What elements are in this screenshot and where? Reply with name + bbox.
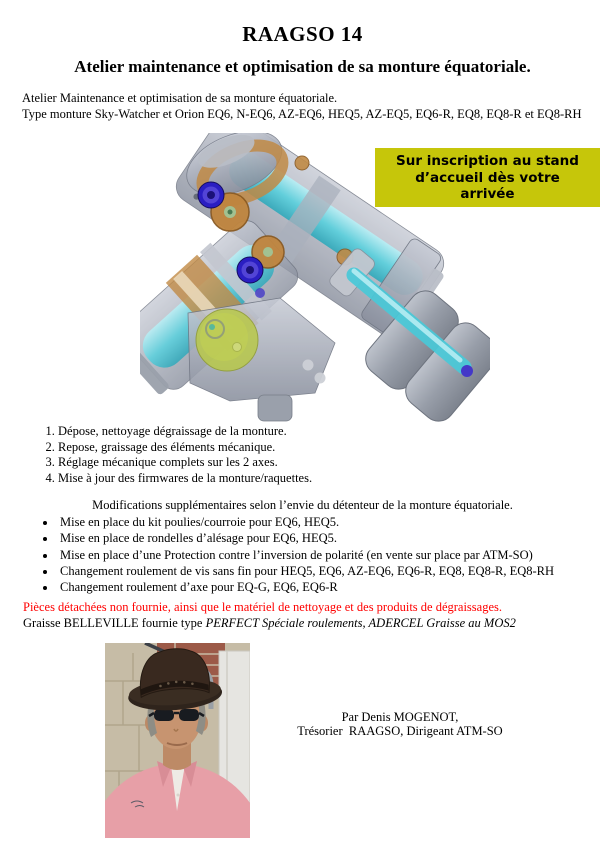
step-item: 3. Réglage mécanique complets sur les 2 axes. xyxy=(58,455,312,471)
modifications-list xyxy=(40,514,554,595)
presenter-photo xyxy=(105,643,250,838)
grease-note xyxy=(23,616,598,631)
page-title: RAAGSO 14 xyxy=(242,22,363,46)
page-subtitle: Atelier maintenance et optimisation de sa monture équatoriale. xyxy=(74,57,531,76)
author-line1: Par Denis MOGENOT, xyxy=(341,710,459,724)
banner-line2: d’accueil dès votre xyxy=(415,169,560,186)
grease-note-normal: Graisse BELLEVILLE fournie type xyxy=(23,616,206,630)
modification-item: • Mise en place du kit poulies/courroie pour EQ6, HEQ5. xyxy=(57,514,554,530)
step-item: 1. Dépose, nettoyage dégraissage de la monture. xyxy=(58,424,312,440)
banner-line1: Sur inscription au stand xyxy=(396,153,579,169)
warning-note: Pièces détachées non fournie, ainsi que le matériel de nettoyage et des produits de dégraissages. xyxy=(23,600,502,614)
modification-item: • Mise en place de rondelles d’alésage pour EQ6, HEQ5. xyxy=(57,530,554,546)
grease-note-italic: PERFECT Spéciale roulements, ADERCEL Graisse au MOS2 xyxy=(205,616,516,630)
author-line2: Trésorier RAAGSO, Dirigeant ATM-SO xyxy=(297,724,503,738)
step-item: 2. Repose, graissage des éléments mécanique. xyxy=(58,440,312,456)
polar-disc xyxy=(196,309,258,371)
modification-item: • Changement roulement de vis sans fin pour HEQ5, EQ6, AZ-EQ6, EQ6-R, EQ8, EQ8-R, EQ8-RH xyxy=(57,563,554,579)
modification-item: • Changement roulement d’axe pour EQ-G, EQ6, EQ6-R xyxy=(57,579,554,595)
modification-item: • Mise en place d’une Protection contre l’inversion de polarité (en vente sur place par ATM-SO) xyxy=(57,547,554,563)
intro-line1: Atelier Maintenance et optimisation de sa monture équatoriale. xyxy=(22,91,338,105)
intro-line2: Type monture Sky-Watcher et Orion EQ6, N-EQ6, AZ-EQ6, HEQ5, AZ-EQ5, EQ6-R, EQ8, EQ8-R et EQ8-RH xyxy=(22,106,582,121)
author-block xyxy=(250,710,550,738)
modifications-heading: Modifications supplémentaires selon l’envie du détenteur de la monture équatoriale. xyxy=(92,498,513,512)
registration-banner xyxy=(375,148,600,207)
work-steps-list xyxy=(40,424,312,486)
intro-paragraph xyxy=(22,91,597,122)
banner-line3: arrivée xyxy=(460,186,515,202)
step-item: 4. Mise à jour des firmwares de la monture/raquettes. xyxy=(58,471,312,487)
